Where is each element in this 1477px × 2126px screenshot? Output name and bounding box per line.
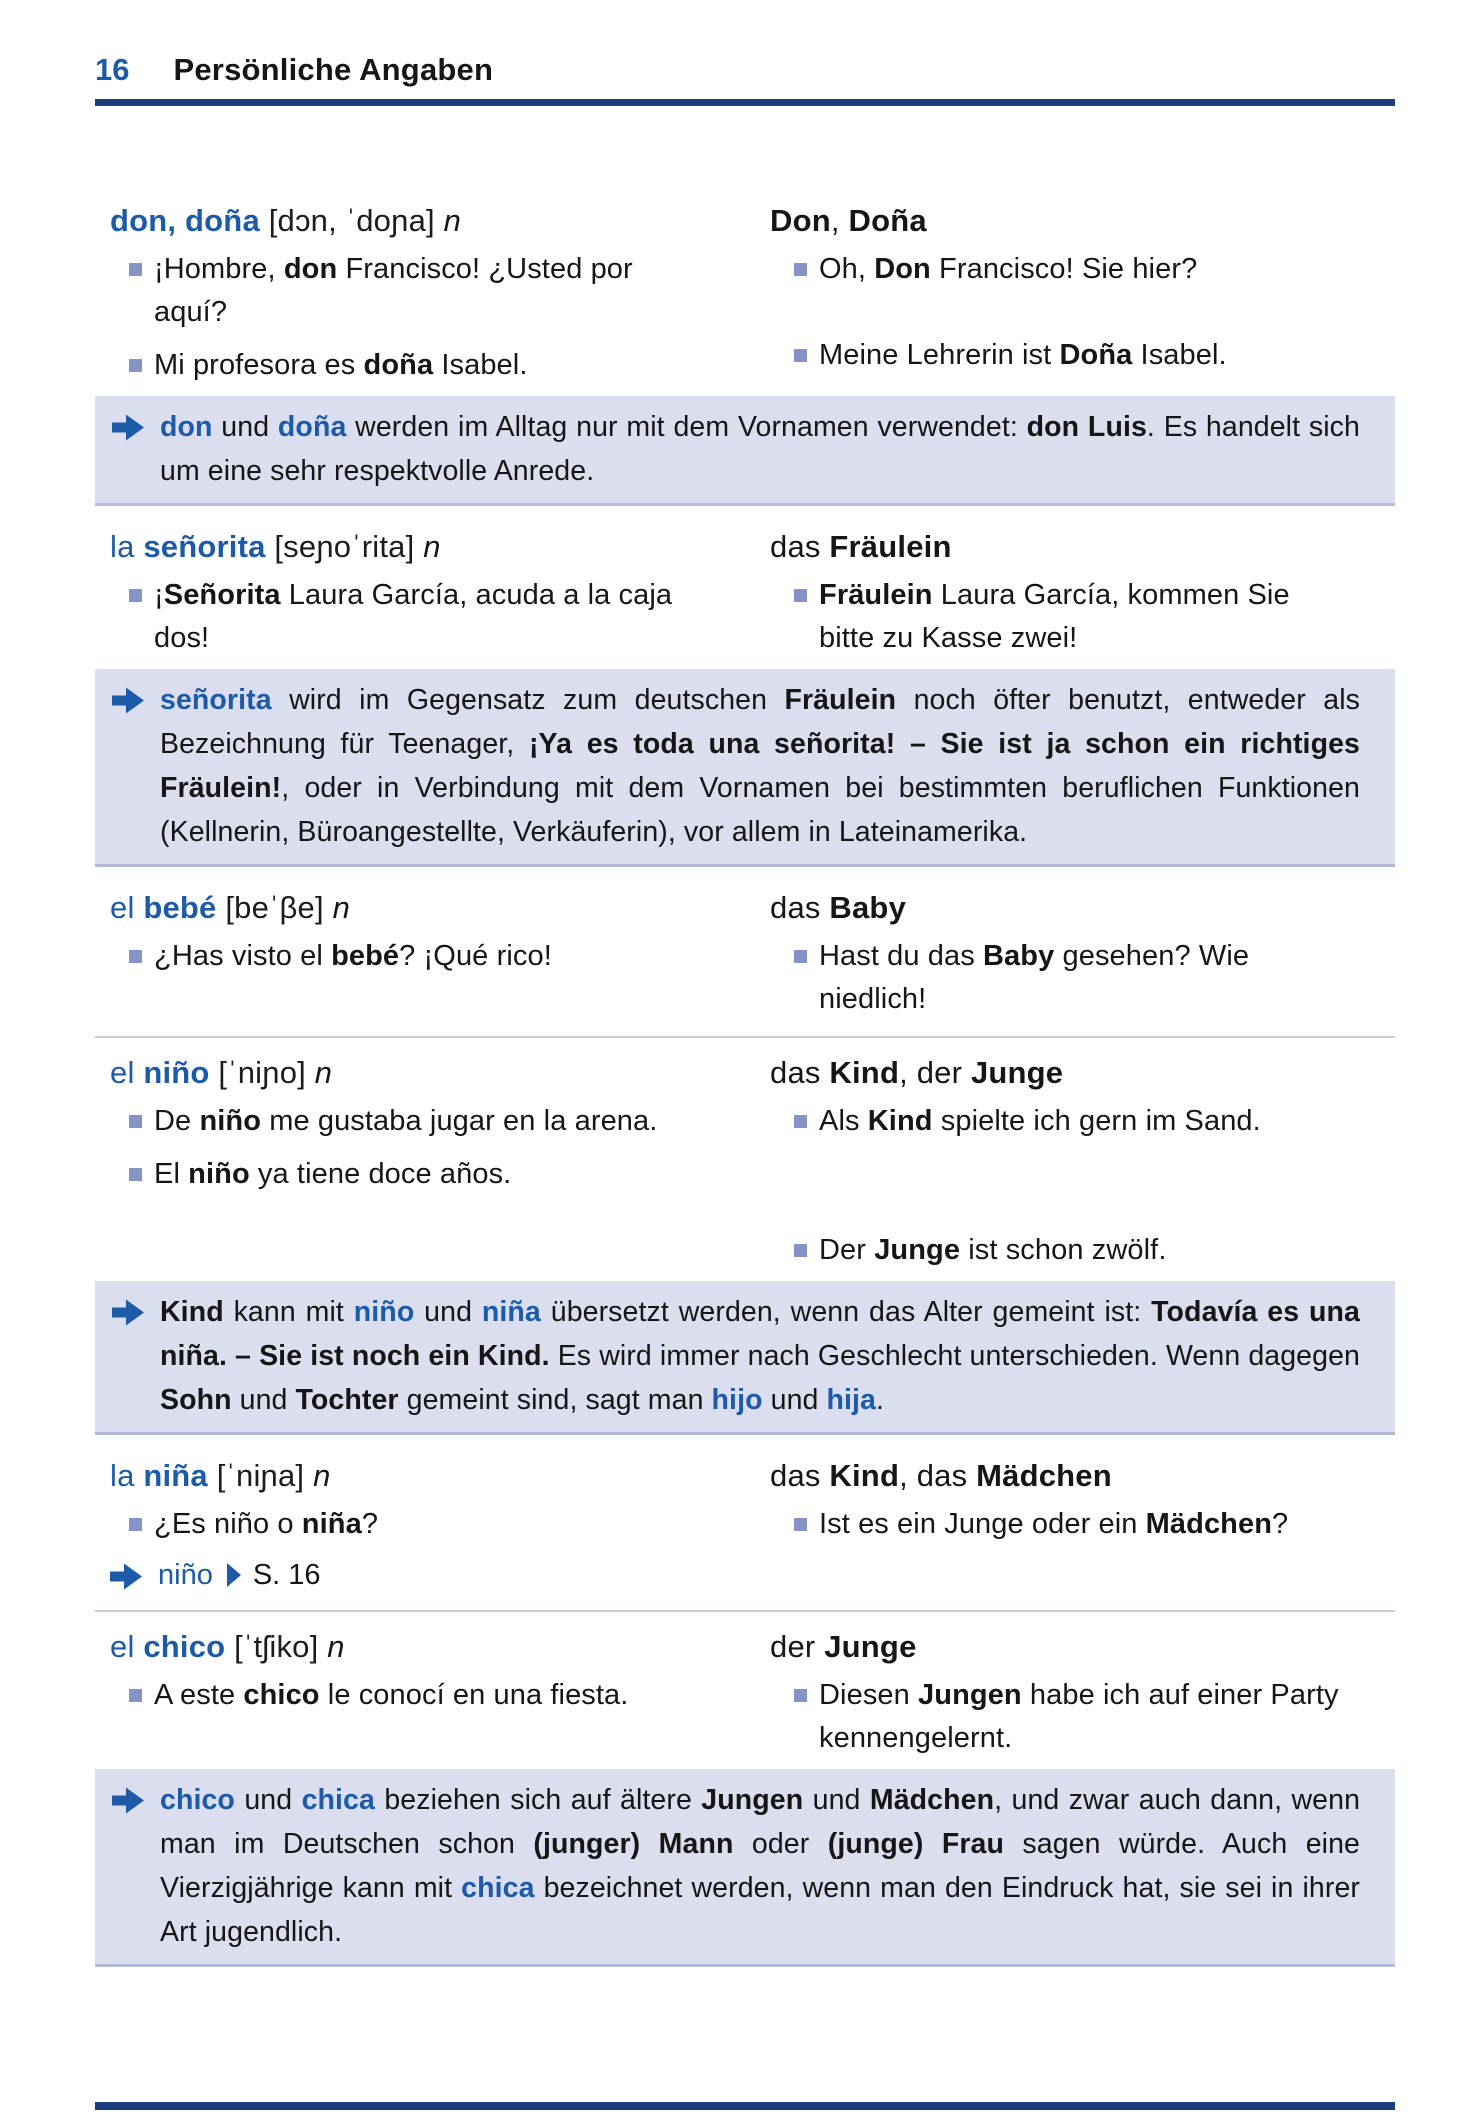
usage-note-kind: [95, 1281, 1395, 1435]
example-item: Ist es ein Junge oder ein Mädchen?: [794, 1503, 1395, 1546]
example-item: ¿Es niño o niña?: [129, 1503, 765, 1546]
entry-senorita: [110, 527, 1395, 660]
headword-spanish: el niño [ˈniɲo] n: [110, 1055, 333, 1090]
entry-german-column: [770, 527, 1395, 660]
header-rule: [95, 99, 1395, 106]
headword-german: das Fräulein: [770, 529, 952, 564]
bullet-square-icon: [794, 1689, 807, 1702]
page-number: 16: [95, 52, 130, 87]
bullet-square-icon: [129, 1518, 142, 1531]
example-item: Diesen Jungen habe ich auf einer Party kennengelernt.: [794, 1674, 1395, 1760]
entry-german-column: [770, 1627, 1395, 1760]
note-arrow-icon: [112, 687, 145, 854]
headword-spanish: don, doña [dɔn, ˈdoɲa] n: [110, 203, 462, 238]
example-item: ¿Has visto el bebé? ¡Qué rico!: [129, 935, 765, 978]
bullet-square-icon: [794, 1518, 807, 1531]
entry-separator: [95, 1036, 1395, 1038]
bullet-square-icon: [129, 589, 142, 602]
entry-spanish-column: [110, 888, 765, 1021]
note-text: señorita wird im Gegensatz zum deutschen Fräulein noch öfter benutzt, entweder als Bezeichnung für Teenager, ¡Ya es toda una señorita! – Sie ist ja schon ein richtiges Fräulein!, oder in Verbindung mit dem Vornamen bei bestimmten beruflichen Funktionen (Kellnerin, Büroangestellte, Verkäuferin), vor allem in Lateinamerika.: [160, 684, 1360, 848]
entry-german-column: [770, 1456, 1395, 1595]
entry-bebe: [110, 888, 1395, 1021]
example-item: Mi profesora es doña Isabel.: [129, 344, 765, 387]
headword-spanish: el chico [ˈtʃiko] n: [110, 1629, 345, 1664]
footer-rule: [95, 2102, 1395, 2110]
example-item: ¡Señorita Laura García, acuda a la caja dos!: [129, 574, 765, 660]
headword-german: Don, Doña: [770, 203, 927, 238]
cross-reference[interactable]: [110, 1555, 765, 1595]
bullet-square-icon: [129, 263, 142, 276]
example-item: El niño ya tiene doce años.: [129, 1153, 765, 1196]
note-text: chico und chica beziehen sich auf ältere Jungen und Mädchen, und zwar auch dann, wenn man im Deutschen schon (junger) Mann oder (junge) Frau sagen würde. Auch eine Vierzigjährige kann mit chica bezeichnet werden, wenn man den Eindruck hat, sie sei in ihrer Art jugendlich.: [160, 1784, 1361, 1948]
bullet-square-icon: [129, 1115, 142, 1128]
example-item: Als Kind spielte ich gern im Sand.: [794, 1100, 1395, 1143]
page-header: [0, 0, 1477, 88]
bullet-square-icon: [794, 1244, 807, 1257]
page-title: Persönliche Angaben: [173, 52, 494, 87]
note-arrow-icon: [112, 1299, 145, 1422]
usage-note-don: [95, 396, 1395, 506]
bullet-square-icon: [794, 1115, 807, 1128]
entry-spanish-column: [110, 527, 765, 660]
headword-german: das Kind, der Junge: [770, 1055, 1064, 1090]
entry-spanish-column: [110, 201, 765, 387]
entry-spanish-column: [110, 1456, 765, 1595]
xref-word[interactable]: niño: [158, 1559, 213, 1591]
example-item: De niño me gustaba jugar en la arena.: [129, 1100, 765, 1143]
usage-note-senorita: [95, 669, 1395, 867]
example-item: Oh, Don Francisco! Sie hier?: [794, 248, 1395, 291]
bullet-square-icon: [129, 359, 142, 372]
usage-note-chico: [95, 1769, 1395, 1967]
headword-german: das Kind, das Mädchen: [770, 1458, 1112, 1493]
chevron-right-icon: [227, 1563, 241, 1587]
entry-german-column: [770, 888, 1395, 1021]
entry-german-column: [770, 201, 1395, 387]
example-item: Meine Lehrerin ist Doña Isabel.: [794, 334, 1395, 377]
entry-separator: [95, 1610, 1395, 1612]
entry-chico: [110, 1627, 1395, 1760]
bullet-square-icon: [129, 1168, 142, 1181]
xref-page-label: S. 16: [252, 1559, 321, 1591]
bullet-square-icon: [129, 950, 142, 963]
headword-german: der Junge: [770, 1629, 917, 1664]
note-arrow-icon: [112, 414, 145, 493]
headword-german: das Baby: [770, 890, 907, 925]
example-item: Hast du das Baby gesehen? Wie niedlich!: [794, 935, 1395, 1021]
entry-german-column: [770, 1053, 1395, 1272]
bullet-square-icon: [794, 950, 807, 963]
bullet-square-icon: [794, 349, 807, 362]
note-text: don und doña werden im Alltag nur mit dem Vornamen verwendet: don Luis. Es handelt sich um eine sehr respektvolle Anrede.: [160, 411, 1360, 487]
headword-spanish: el bebé [beˈβe] n: [110, 890, 351, 925]
headword-spanish: la señorita [seɲoˈrita] n: [110, 529, 441, 564]
bullet-square-icon: [794, 263, 807, 276]
example-item: Der Junge ist schon zwölf.: [794, 1229, 1395, 1272]
xref-arrow-icon: [110, 1563, 143, 1590]
bullet-square-icon: [794, 589, 807, 602]
entry-don-dona: [110, 201, 1395, 387]
entry-spanish-column: [110, 1053, 765, 1272]
entry-spanish-column: [110, 1627, 765, 1760]
note-arrow-icon: [112, 1787, 145, 1954]
entry-nino: [110, 1053, 1395, 1272]
example-item: Fräulein Laura García, kommen Sie bitte zu Kasse zwei!: [794, 574, 1395, 660]
example-item: ¡Hombre, don Francisco! ¿Usted por aquí?: [129, 248, 765, 334]
entry-nina: [110, 1456, 1395, 1595]
example-item: A este chico le conocí en una fiesta.: [129, 1674, 765, 1717]
bullet-square-icon: [129, 1689, 142, 1702]
note-text: Kind kann mit niño und niña übersetzt werden, wenn das Alter gemeint ist: Todavía es una niña. – Sie ist noch ein Kind. Es wird immer nach Geschlecht unterschieden. Wenn dagegen Sohn und Tochter gemeint sind, sagt man hijo und hija.: [160, 1296, 1361, 1416]
headword-spanish: la niña [ˈniɲa] n: [110, 1458, 331, 1493]
